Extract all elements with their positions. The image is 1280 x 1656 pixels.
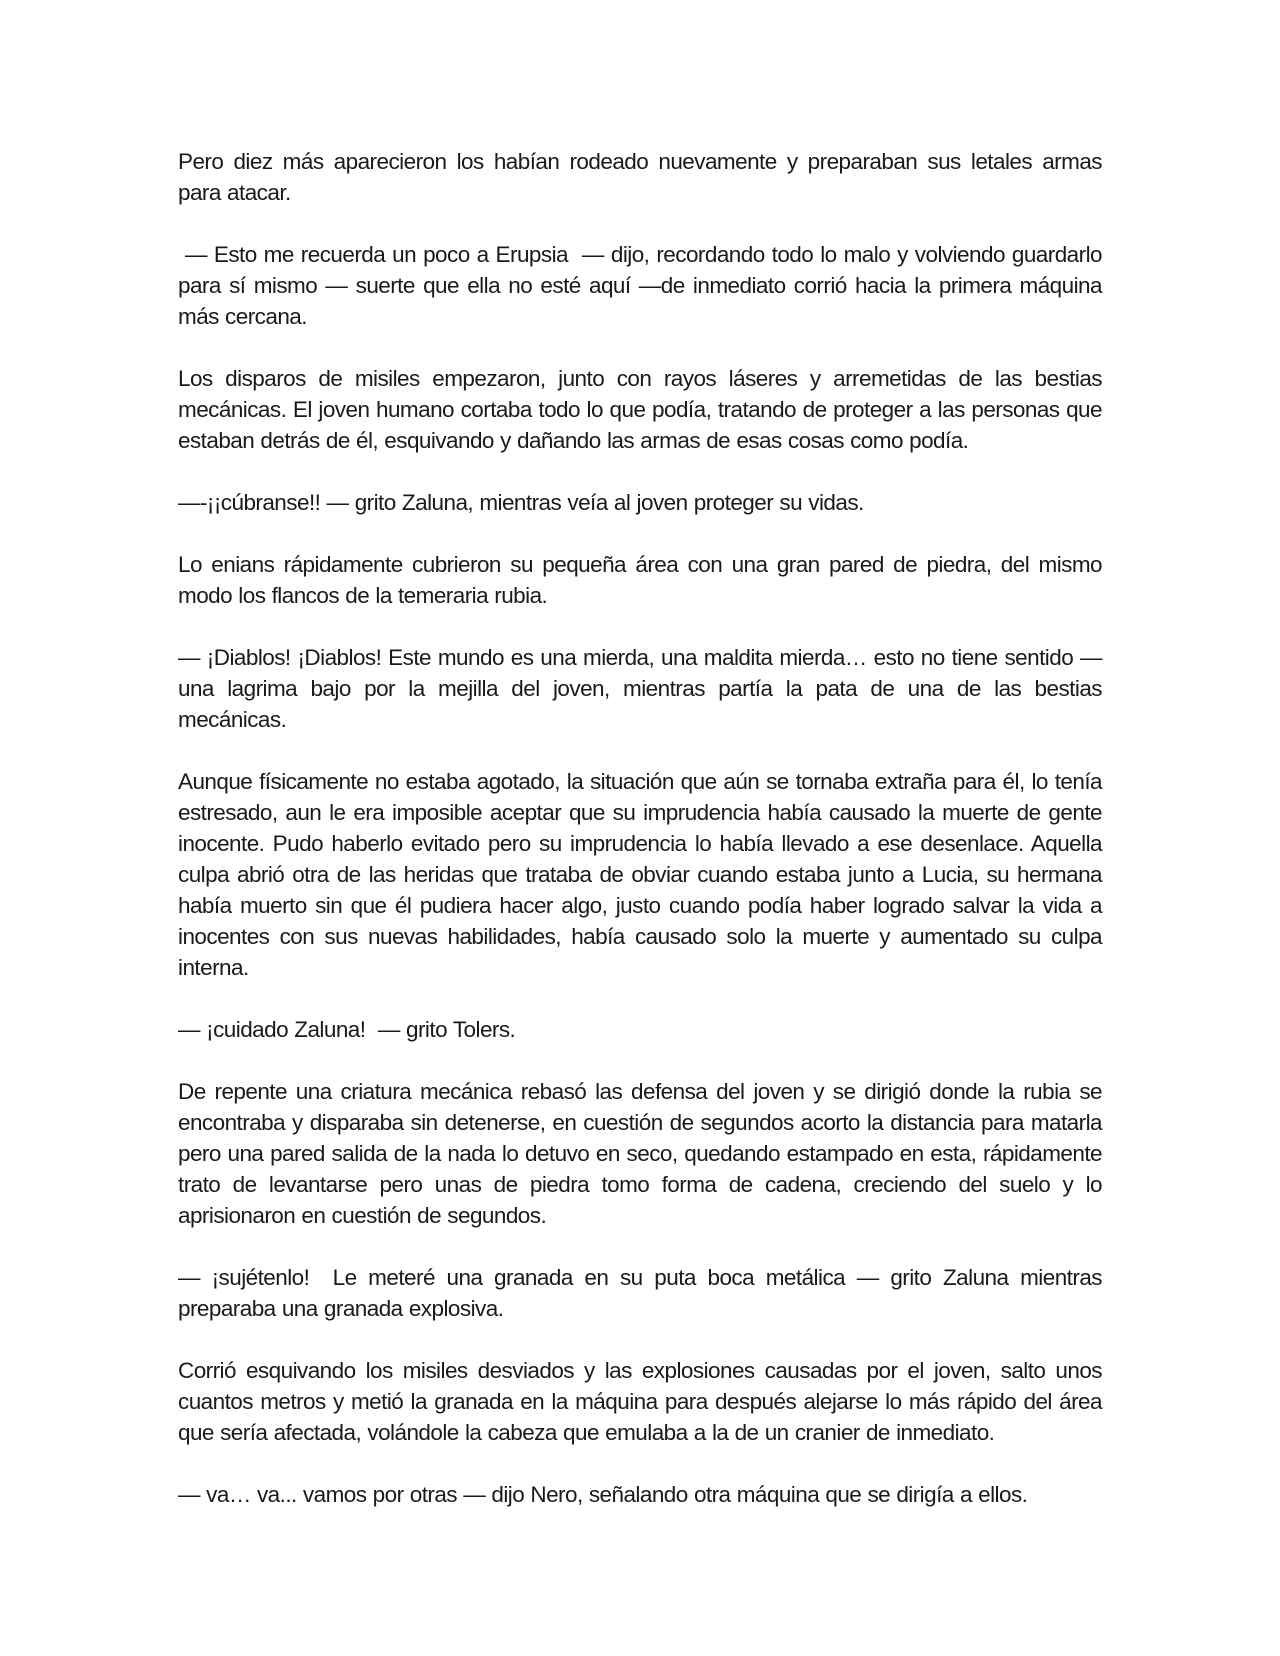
paragraph-6: — ¡Diablos! ¡Diablos! Este mundo es una mierda, una maldita mierda… esto no tiene sentido — una lagrima bajo por la mejilla del joven, mientras partía la pata de una de las bestias mecánicas.: [178, 645, 1102, 732]
paragraph-7: Aunque físicamente no estaba agotado, la situación que aún se tornaba extraña para él, lo tenía estresado, aun le era imposible aceptar que su imprudencia había causado la muerte de gente inocente. Pudo haberlo evitado pero su imprudencia lo había llevado a ese desenlace. Aquella culpa abrió otra de las heridas que trataba de obviar cuando estaba junto a Lucia, su hermana había muerto sin que él pudiera hacer algo, justo cuando podía haber logrado salvar la vida a inocentes con sus nuevas habilidades, había causado solo la muerte y aumentado su culpa interna.: [178, 769, 1102, 980]
paragraph-2: — Esto me recuerda un poco a Erupsia — dijo, recordando todo lo malo y volviendo guardarlo para sí mismo — suerte que ella no esté aquí —de inmediato corrió hacia la primera máquina más cercana.: [178, 242, 1109, 329]
paragraph-10: — ¡sujétenlo! Le meteré una granada en su puta boca metálica — grito Zaluna mientras preparaba una granada explosiva.: [178, 1265, 1109, 1321]
paragraph-5: Lo enians rápidamente cubrieron su pequeña área con una gran pared de piedra, del mismo modo los flancos de la temeraria rubia.: [178, 552, 1102, 608]
paragraph-4: —-¡¡cúbranse!! — grito Zaluna, mientras veía al joven proteger su vidas.: [178, 490, 864, 515]
paragraph-9: De repente una criatura mecánica rebasó las defensa del joven y se dirigió donde la rubia se encontraba y disparaba sin detenerse, en cuestión de segundos acorto la distancia para matarla pero una pared salida de la nada lo detuvo en seco, quedando estampado en esta, rápidamente trato de levantarse pero unas de piedra tomo forma de cadena, creciendo del suelo y lo aprisionaron en cuestión de segundos.: [178, 1079, 1102, 1228]
paragraph-11: Corrió esquivando los misiles desviados y las explosiones causadas por el joven, salto unos cuantos metros y metió la granada en la máquina para después alejarse lo más rápido del área que sería afectada, volándole la cabeza que emulaba a la de un cranier de inmediato.: [178, 1358, 1102, 1445]
paragraph-1: Pero diez más aparecieron los habían rodeado nuevamente y preparaban sus letales armas para atacar.: [178, 149, 1102, 205]
paragraph-12: — va… va... vamos por otras — dijo Nero, señalando otra máquina que se dirigía a ellos.: [178, 1482, 1028, 1507]
body-text: [178, 146, 1109, 1541]
paragraph-3: Los disparos de misiles empezaron, junto con rayos láseres y arremetidas de las bestias mecánicas. El joven humano cortaba todo lo que podía, tratando de proteger a las personas que estaban detrás de él, esquivando y dañando las armas de esas cosas como podía.: [178, 366, 1102, 453]
paragraph-8: — ¡cuidado Zaluna! — grito Tolers.: [178, 1017, 516, 1042]
